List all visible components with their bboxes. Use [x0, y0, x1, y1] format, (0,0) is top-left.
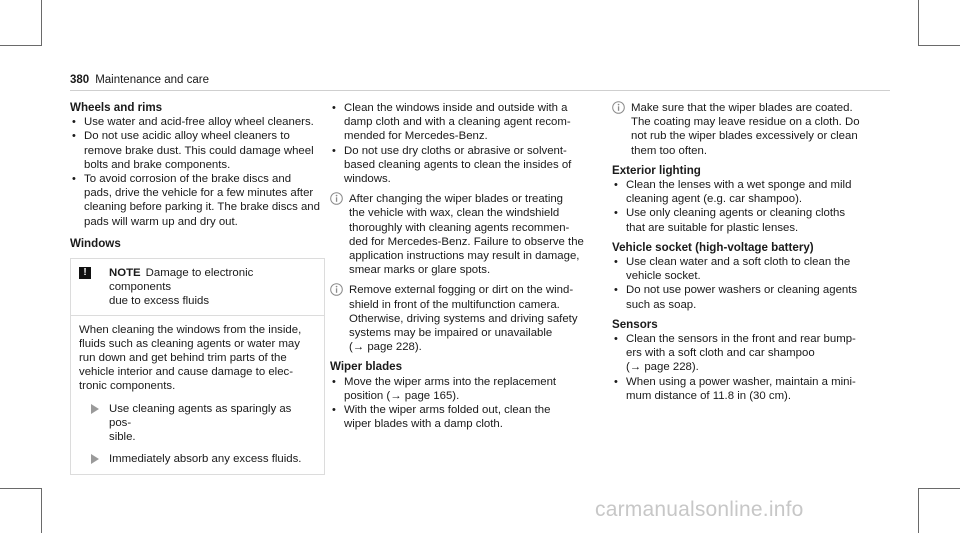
list-item: • Do not use dry cloths or abrasive or solvent- based cleaning agents to clean the insides of windows. [330, 144, 588, 187]
crop-mark [918, 0, 919, 45]
info-icon [330, 283, 343, 296]
info-block [330, 283, 588, 354]
list-item: • Move the wiper arms into the replacement position (→ page 165). [330, 375, 588, 403]
windows-list [330, 101, 588, 186]
note-action [79, 452, 316, 466]
note-text: When cleaning the windows from the inside, fluids such as cleaning agents or water may run down and get behind trim parts of the vehicle interior and cause damage to elec- tronic components. [79, 323, 302, 393]
page-number: 380 [70, 74, 90, 86]
watermark: carmanualsonline.info [595, 498, 804, 521]
note-body [71, 316, 324, 475]
crop-mark [0, 45, 42, 46]
exterior-lighting-heading: Exterior lighting [612, 163, 701, 177]
info-block [612, 101, 868, 158]
wheels-heading: Wheels and rims [70, 101, 163, 114]
info-text: Remove external fogging or dirt on the wind- shield in front of the multifunction camera. Otherwise, driving systems and driving safety systems may be impaired or unavailable (→ page 228). [349, 284, 578, 354]
info-text: Make sure that the wiper blades are coated. The coating may leave residue on a cloth. Do not rub the wiper blades excessively or clean them too often. [631, 102, 860, 157]
note-title: Damage to electronic components due to excess fluids [109, 267, 254, 308]
list-item: • Clean the windows inside and outside with a damp cloth and with a cleaning agent recom- mended for Mercedes-Benz. [330, 101, 588, 144]
section-title: Maintenance and care [95, 74, 209, 86]
note-label: NOTE [109, 267, 141, 280]
note-box [70, 258, 325, 475]
column-2 [330, 101, 588, 431]
list-item: • To avoid corrosion of the brake discs and pads, drive the vehicle for a few minutes after cleaning before parking it. The brake discs and pads will warm up and dry out. [70, 172, 325, 229]
list-item: • When using a power washer, maintain a mini- mum distance of 11.8 in (30 cm). [612, 375, 868, 403]
list-item: • Do not use acidic alloy wheel cleaners to remove brake dust. This could damage wheel bolts and brake components. [70, 129, 325, 172]
wiper-heading: Wiper blades [330, 360, 403, 374]
sensors-heading: Sensors [612, 317, 658, 331]
windows-heading: Windows [70, 236, 121, 250]
crop-mark [41, 0, 42, 45]
exterior-lighting-list [612, 178, 868, 235]
list-item: • Use clean water and a soft cloth to clean the vehicle socket. [612, 255, 868, 283]
list-item: • Clean the sensors in the front and rear bump- ers with a soft cloth and car shampoo (→ page 228). [612, 332, 868, 375]
warning-square-icon: ! [79, 267, 91, 279]
column-3 [612, 101, 868, 403]
action-arrow-icon [91, 404, 99, 414]
info-icon [330, 192, 343, 205]
note-action [79, 402, 316, 445]
note-action-text: Use cleaning agents as sparingly as pos- sible. [109, 402, 292, 444]
info-icon [612, 101, 625, 114]
page-header [70, 73, 209, 87]
vehicle-socket-heading: Vehicle socket (high-voltage battery) [612, 240, 814, 254]
crop-mark [918, 488, 919, 533]
action-arrow-icon [91, 454, 99, 464]
header-rule [70, 90, 890, 91]
crop-mark [0, 488, 42, 489]
vehicle-socket-list [612, 255, 868, 312]
info-text: After changing the wiper blades or treating the vehicle with wax, clean the windshield thoroughly with cleaning agents recommen- ded for Mercedes-Benz. Failure to observe the application instructions may result in damage, smear marks or glare spots. [349, 193, 584, 277]
note-action-text: Immediately absorb any excess fluids. [109, 453, 302, 466]
crop-mark [918, 45, 960, 46]
wiper-list [330, 375, 588, 432]
sensors-list [612, 332, 868, 403]
wheels-list [70, 115, 325, 229]
column-1 [70, 101, 325, 475]
crop-mark [918, 488, 960, 489]
list-item: • With the wiper arms folded out, clean the wiper blades with a damp cloth. [330, 403, 588, 431]
list-item: • Do not use power washers or cleaning agents such as soap. [612, 283, 868, 311]
note-header [71, 259, 324, 316]
crop-mark [41, 488, 42, 533]
info-block [330, 192, 588, 277]
list-item: • Use only cleaning agents or cleaning cloths that are suitable for plastic lenses. [612, 206, 868, 234]
list-item: • Use water and acid-free alloy wheel cleaners. [70, 115, 325, 129]
list-item: • Clean the lenses with a wet sponge and mild cleaning agent (e.g. car shampoo). [612, 178, 868, 206]
